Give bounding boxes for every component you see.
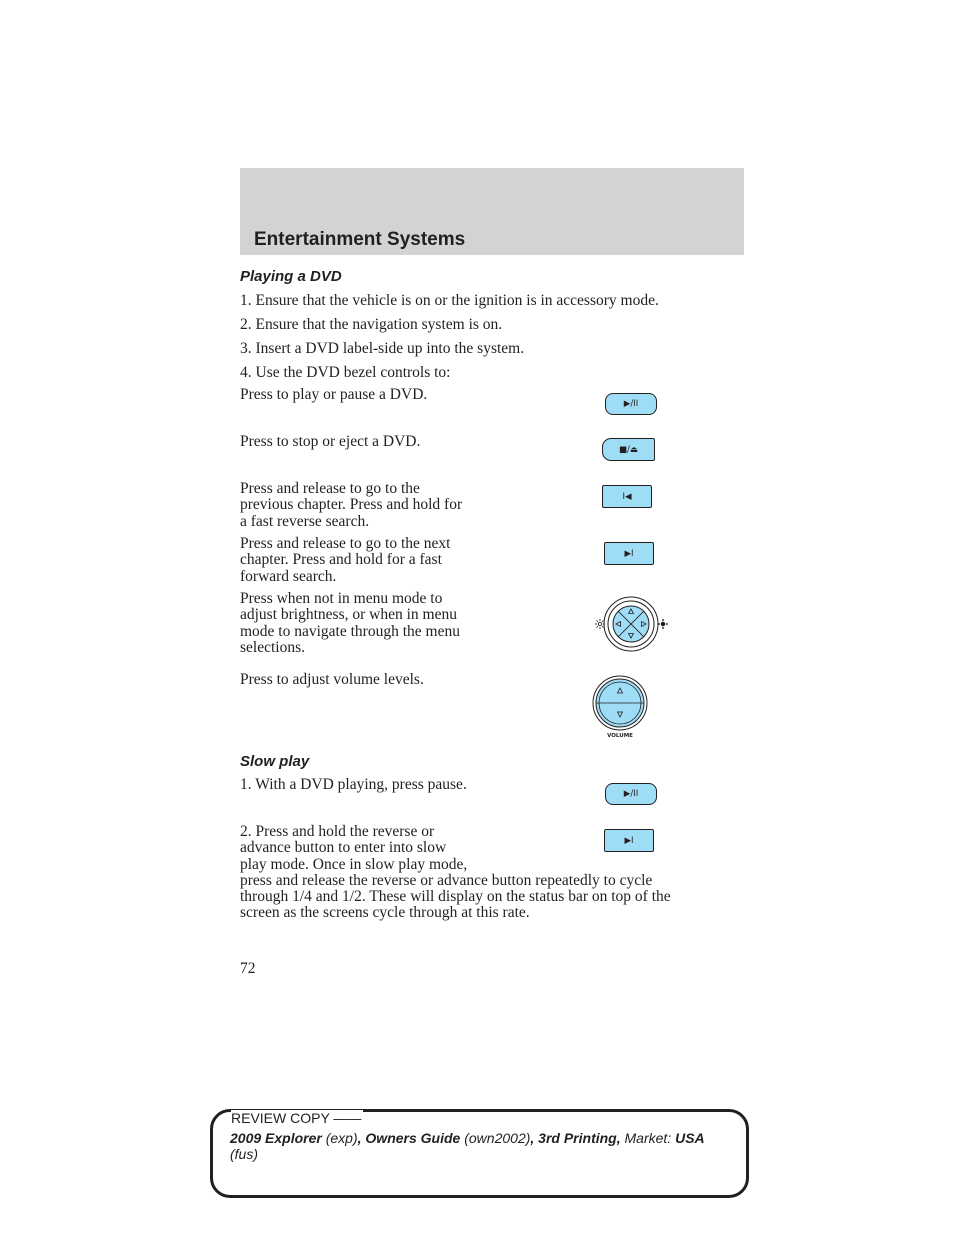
page-section-title: Entertainment Systems — [254, 229, 466, 250]
review-copy-label: REVIEW COPY —— — [231, 1110, 362, 1126]
subheading-playing-dvd: Playing a DVD — [240, 268, 342, 285]
stop-eject-icon: ■/⏏ — [602, 438, 655, 461]
page-number: 72 — [240, 960, 256, 977]
step-3: 3. Insert a DVD label-side up into the system. — [240, 340, 525, 357]
volume-description: Press to adjust volume levels. — [240, 671, 424, 688]
play-pause-icon: ▶/II — [605, 393, 657, 415]
step-1: 1. Ensure that the vehicle is on or the ignition is in accessory mode. — [240, 292, 659, 309]
play-pause-icon-slow: ▶/II — [605, 783, 657, 805]
volume-knob-icon — [590, 674, 650, 740]
directional-pad-icon — [594, 596, 668, 654]
next-chapter-description: Press and release to go to the next chapter. Press and hold for a fast forward search. — [240, 535, 451, 585]
step-4: 4. Use the DVD bezel controls to: — [240, 364, 451, 381]
review-copy-details: 2009 Explorer (exp), Owners Guide (own2002), 3rd Printing, Market: USA (fus) — [230, 1130, 705, 1162]
subheading-slow-play: Slow play — [240, 753, 310, 770]
next-chapter-icon: ▶I — [604, 542, 654, 565]
step-2: 2. Ensure that the navigation system is on. — [240, 316, 503, 333]
previous-chapter-description: Press and release to go to the previous chapter. Press and hold for a fast reverse search. — [240, 480, 463, 530]
slow-play-step-1: 1. With a DVD playing, press pause. — [240, 776, 467, 793]
volume-knob-label: VOLUME — [607, 733, 633, 739]
slow-play-step-2: 2. Press and hold the reverse or advance button to enter into slow play mode. Once in slow play mode, press and release the reverse or advance button repeatedly to cycle through 1/4 and 1/2. These will display on the status bar on top of the screen as the screens cycle through at this rate. — [240, 823, 671, 922]
next-chapter-icon-slow: ▶I — [604, 829, 654, 852]
previous-chapter-icon: I◀ — [602, 485, 652, 508]
navigation-description: Press when not in menu mode to adjust brightness, or when in menu mode to navigate through the menu selections. — [240, 590, 460, 656]
stop-eject-description: Press to stop or eject a DVD. — [240, 433, 421, 450]
play-pause-description: Press to play or pause a DVD. — [240, 386, 428, 403]
